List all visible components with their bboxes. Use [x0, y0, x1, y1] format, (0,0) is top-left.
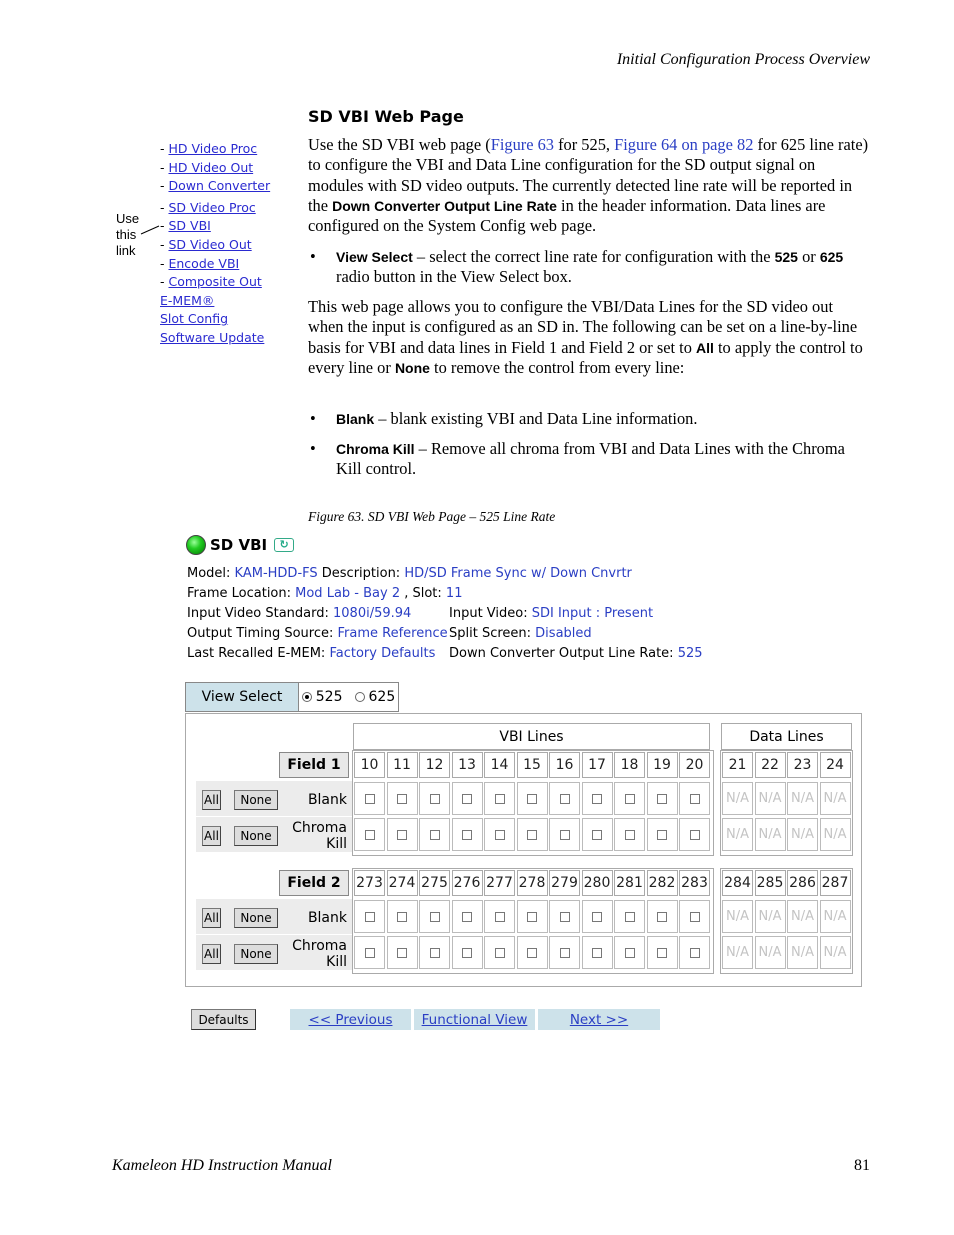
blank-checkbox[interactable] — [430, 912, 440, 922]
chroma-kill-checkbox-cell — [679, 936, 710, 969]
blank-checkbox-cell — [517, 900, 548, 933]
chroma-kill-checkbox[interactable] — [657, 948, 667, 958]
nav-link-sd-vbi[interactable]: SD VBI — [168, 218, 211, 234]
vbi-line-number: 274 — [387, 870, 418, 896]
vbi-line-number: 280 — [582, 870, 613, 896]
blank-checkbox-cell — [679, 900, 710, 933]
vbi-line-number: 278 — [517, 870, 548, 896]
not-available-cell: N/A — [820, 818, 851, 851]
data-line-number: 284 — [722, 870, 753, 896]
figure-63-link[interactable]: Figure 63 — [490, 135, 554, 154]
radio-625[interactable] — [355, 692, 365, 702]
blank-checkbox[interactable] — [690, 912, 700, 922]
chroma-kill-checkbox[interactable] — [430, 948, 440, 958]
bullet-view-select: • View Select – select the correct line rate for configuration with the 525 or 625 radio button in the View Select box. — [310, 247, 844, 287]
view-select-box: View Select 525 625 — [185, 682, 399, 712]
intro-paragraph: Use the SD VBI web page (Figure 63 for 525, Figure 64 on page 82 for 625 line rate) to configure the VBI and Data Line configuration for the SD output signal on modules with SD video outputs. The currently detected line rate will be reported in the Down Converter Output Line Rate in the header information. Data lines are configured on the System Config web page. — [308, 135, 869, 236]
chroma-kill-checkbox-cell — [517, 936, 548, 969]
chroma-kill-checkbox-cell — [582, 936, 613, 969]
down-converter-line-rate: Down Converter Output Line Rate: 525 — [449, 646, 703, 661]
vbi-line-number: 18 — [614, 752, 645, 778]
not-available-cell: N/A — [755, 936, 786, 969]
blank-checkbox[interactable] — [495, 794, 505, 804]
vbi-line-number: 13 — [452, 752, 483, 778]
nav-item: - Composite Out — [160, 274, 262, 290]
chroma-kill-checkbox-cell — [647, 818, 678, 851]
chroma-kill-checkbox-cell — [387, 936, 418, 969]
blank-row-label: Blank — [307, 792, 347, 808]
footer-page-number: 81 — [854, 1157, 870, 1174]
chroma-kill-row-label: Chroma Kill — [292, 820, 347, 852]
blank-checkbox[interactable] — [495, 912, 505, 922]
blank-checkbox[interactable] — [592, 794, 602, 804]
blank-checkbox[interactable] — [625, 912, 635, 922]
nav-link-down-converter[interactable]: Down Converter — [168, 178, 271, 194]
blank-checkbox-cell — [647, 900, 678, 933]
not-available-cell: N/A — [820, 900, 851, 933]
nav-item: - Encode VBI — [160, 255, 240, 271]
blank-checkbox[interactable] — [657, 912, 667, 922]
blank-checkbox-cell — [419, 900, 450, 933]
chroma-kill-checkbox-cell — [614, 818, 645, 851]
chroma-kill-checkbox[interactable] — [462, 830, 472, 840]
blank-checkbox[interactable] — [560, 912, 570, 922]
chroma-kill-checkbox[interactable] — [365, 948, 375, 958]
chroma-kill-checkbox[interactable] — [625, 830, 635, 840]
data-line-number: 22 — [755, 752, 786, 778]
data-line-number: 23 — [787, 752, 818, 778]
data-line-number: 21 — [722, 752, 753, 778]
chroma-kill-checkbox-cell — [614, 936, 645, 969]
blank-checkbox-cell — [517, 782, 548, 815]
vbi-line-number: 14 — [484, 752, 515, 778]
status-led-icon — [186, 535, 206, 555]
not-available-cell: N/A — [820, 936, 851, 969]
blank-checkbox[interactable] — [527, 794, 537, 804]
chroma-kill-checkbox[interactable] — [657, 830, 667, 840]
nav-link-slot-config[interactable]: Slot Config — [160, 311, 229, 327]
vbi-line-number: 276 — [452, 870, 483, 896]
page-title: SD VBI ↻ — [186, 535, 294, 555]
blank-checkbox[interactable] — [560, 794, 570, 804]
not-available-cell: N/A — [722, 782, 753, 815]
chroma-kill-checkbox-cell — [354, 818, 385, 851]
chroma-kill-checkbox[interactable] — [527, 948, 537, 958]
bullet-chroma-kill: • Chroma Kill – Remove all chroma from VBI and Data Lines with the Chroma Kill control. — [310, 439, 845, 479]
chroma-kill-checkbox-cell — [647, 936, 678, 969]
callout-arrow-icon — [140, 222, 162, 236]
split-screen: Split Screen: Disabled — [449, 626, 592, 641]
nav-link-composite-out[interactable]: Composite Out — [168, 274, 262, 290]
blank-checkbox-cell — [549, 900, 580, 933]
blank-checkbox-cell — [484, 782, 515, 815]
blank-checkbox-cell — [452, 782, 483, 815]
data-lines-header: Data Lines — [721, 723, 852, 750]
figure-64-link[interactable]: Figure 64 on page 82 — [614, 135, 754, 154]
not-available-cell: N/A — [722, 936, 753, 969]
defaults-button[interactable]: Defaults — [191, 1009, 256, 1030]
side-navigation — [160, 140, 270, 348]
vbi-line-number: 17 — [582, 752, 613, 778]
input-video: Input Video: SDI Input : Present — [449, 606, 654, 621]
chroma-kill-checkbox-cell — [484, 818, 515, 851]
not-available-cell: N/A — [722, 818, 753, 851]
not-available-cell: N/A — [820, 782, 851, 815]
blank-checkbox[interactable] — [462, 794, 472, 804]
nav-item — [160, 310, 270, 329]
blank-checkbox-cell — [614, 782, 645, 815]
chroma-kill-checkbox-cell — [452, 818, 483, 851]
chroma-kill-checkbox[interactable] — [690, 830, 700, 840]
not-available-cell: N/A — [722, 900, 753, 933]
blank-checkbox[interactable] — [657, 794, 667, 804]
next-link[interactable]: Next >> — [538, 1009, 660, 1030]
section-title: SD VBI Web Page — [308, 107, 464, 126]
nav-item: - HD Video Proc — [160, 141, 258, 156]
chroma-kill-checkbox[interactable] — [430, 830, 440, 840]
chroma-kill-checkbox[interactable] — [495, 830, 505, 840]
chroma-kill-checkbox[interactable] — [560, 948, 570, 958]
blank-checkbox-cell — [647, 782, 678, 815]
chroma-kill-checkbox[interactable] — [495, 948, 505, 958]
not-available-cell: N/A — [755, 782, 786, 815]
blank-checkbox-cell — [354, 782, 385, 815]
not-available-cell: N/A — [787, 900, 818, 933]
nav-link-hd-video-out[interactable]: HD Video Out — [168, 159, 254, 175]
blank-checkbox[interactable] — [430, 794, 440, 804]
blank-checkbox-cell — [582, 900, 613, 933]
not-available-cell: N/A — [787, 782, 818, 815]
nav-item: - Down Converter — [160, 178, 271, 194]
chroma-kill-checkbox[interactable] — [397, 830, 407, 840]
vbi-config-panel — [185, 713, 862, 987]
blank-checkbox[interactable] — [397, 912, 407, 922]
not-available-cell: N/A — [787, 936, 818, 969]
nav-link-sd-video-proc[interactable]: SD Video Proc — [168, 199, 256, 215]
blank-row-label: Blank — [307, 910, 347, 926]
vbi-lines-header: VBI Lines — [353, 723, 710, 750]
blank-checkbox-cell — [582, 782, 613, 815]
output-timing-source: Output Timing Source: Frame Reference — [187, 626, 448, 641]
previous-link[interactable]: << Previous — [290, 1009, 411, 1030]
radio-525[interactable] — [302, 692, 312, 702]
blank-none-button[interactable]: None — [234, 908, 278, 928]
blank-all-button[interactable]: All — [202, 790, 221, 810]
nav-item: - SD Video Out — [160, 236, 252, 252]
functional-view-link[interactable]: Functional View — [414, 1009, 535, 1030]
blank-all-button[interactable]: All — [202, 908, 221, 928]
nav-item: - SD VBI — [160, 218, 211, 234]
blank-checkbox-cell — [614, 900, 645, 933]
chroma-kill-checkbox-cell — [517, 818, 548, 851]
blank-checkbox-cell — [679, 782, 710, 815]
chroma-kill-checkbox-cell — [387, 818, 418, 851]
chroma-kill-checkbox-cell — [419, 818, 450, 851]
last-recalled-emem: Last Recalled E-MEM: Factory Defaults — [187, 646, 436, 661]
data-line-number: 24 — [820, 752, 851, 778]
controls-paragraph: This web page allows you to configure the VBI/Data Lines for the SD video out when the input is configured as an SD in. The following can be set on a line-by-line basis for VBI and data lines in Field 1 and Field 2 or set to All to apply the control to every line or None to remove the control from every line: — [308, 297, 863, 377]
nav-link-hd-video-proc[interactable]: HD Video Proc — [168, 141, 258, 156]
nav-link-e-mem[interactable]: E-MEM® — [160, 292, 215, 308]
blank-checkbox[interactable] — [690, 794, 700, 804]
nav-item: - HD Video Out — [160, 159, 254, 175]
chroma-kill-checkbox[interactable] — [560, 830, 570, 840]
data-line-number: 287 — [820, 870, 851, 896]
chroma-kill-row-label: Chroma Kill — [292, 938, 347, 970]
chroma-kill-checkbox-cell — [582, 818, 613, 851]
chroma-kill-checkbox-cell — [452, 936, 483, 969]
chroma-kill-checkbox-cell — [484, 936, 515, 969]
view-select-label: View Select — [186, 683, 299, 711]
chroma-kill-checkbox[interactable] — [527, 830, 537, 840]
vbi-line-number: 12 — [419, 752, 450, 778]
blank-checkbox[interactable] — [625, 794, 635, 804]
vbi-line-number: 281 — [614, 870, 645, 896]
blank-checkbox-cell — [549, 782, 580, 815]
running-header: Initial Configuration Process Overview — [616, 51, 870, 68]
nav-link-sd-video-out[interactable]: SD Video Out — [168, 236, 252, 252]
data-line-number: 286 — [787, 870, 818, 896]
chroma-kill-checkbox-cell — [354, 936, 385, 969]
model-line: Model: KAM-HDD-FS Description: HD/SD Frame Sync w/ Down Cnvrtr — [187, 566, 632, 581]
not-available-cell: N/A — [755, 818, 786, 851]
blank-checkbox[interactable] — [397, 794, 407, 804]
chroma-kill-checkbox[interactable] — [397, 948, 407, 958]
data-line-number: 285 — [755, 870, 786, 896]
blank-checkbox[interactable] — [462, 912, 472, 922]
chroma-kill-checkbox-cell — [549, 936, 580, 969]
chroma-kill-all-button[interactable]: All — [202, 944, 221, 964]
figure-caption: Figure 63. SD VBI Web Page – 525 Line Rate — [308, 509, 556, 524]
blank-checkbox-cell — [452, 900, 483, 933]
vbi-line-number: 16 — [549, 752, 580, 778]
chroma-kill-none-button[interactable]: None — [234, 944, 278, 964]
blank-checkbox[interactable] — [365, 912, 375, 922]
blank-checkbox[interactable] — [592, 912, 602, 922]
vbi-line-number: 282 — [647, 870, 678, 896]
chroma-kill-checkbox[interactable] — [592, 830, 602, 840]
blank-checkbox-cell — [354, 900, 385, 933]
vbi-line-number: 277 — [484, 870, 515, 896]
not-available-cell: N/A — [787, 818, 818, 851]
chroma-kill-checkbox-cell — [679, 818, 710, 851]
vbi-line-number: 275 — [419, 870, 450, 896]
chroma-kill-checkbox-cell — [419, 936, 450, 969]
use-this-link-callout: Use this link — [116, 211, 140, 258]
blank-checkbox-cell — [387, 900, 418, 933]
refresh-icon[interactable]: ↻ — [274, 538, 294, 552]
vbi-line-number: 273 — [354, 870, 385, 896]
chroma-kill-checkbox[interactable] — [625, 948, 635, 958]
field-2-label: Field 2 — [279, 870, 349, 896]
vbi-line-number: 10 — [354, 752, 385, 778]
vbi-line-number: 15 — [517, 752, 548, 778]
not-available-cell: N/A — [755, 900, 786, 933]
vbi-line-number: 283 — [679, 870, 710, 896]
chroma-kill-checkbox[interactable] — [365, 830, 375, 840]
bullet-blank: • Blank – blank existing VBI and Data Line information. — [310, 409, 698, 428]
vbi-line-number: 11 — [387, 752, 418, 778]
field-1-label: Field 1 — [279, 752, 349, 778]
input-video-standard: Input Video Standard: 1080i/59.94 — [187, 606, 412, 621]
blank-checkbox-cell — [484, 900, 515, 933]
footer-manual-title: Kameleon HD Instruction Manual — [112, 1157, 332, 1174]
chroma-kill-checkbox[interactable] — [592, 948, 602, 958]
blank-checkbox[interactable] — [365, 794, 375, 804]
chroma-kill-all-button[interactable]: All — [202, 826, 221, 846]
blank-checkbox[interactable] — [527, 912, 537, 922]
blank-none-button[interactable]: None — [234, 790, 278, 810]
chroma-kill-checkbox-cell — [549, 818, 580, 851]
nav-item — [160, 329, 270, 348]
blank-checkbox-cell — [387, 782, 418, 815]
nav-item: - SD Video Proc — [160, 199, 256, 215]
chroma-kill-checkbox[interactable] — [462, 948, 472, 958]
nav-link-software-update[interactable]: Software Update — [160, 329, 265, 345]
frame-location-line: Frame Location: Mod Lab - Bay 2 , Slot: 11 — [187, 586, 463, 601]
vbi-line-number: 19 — [647, 752, 678, 778]
nav-item — [160, 292, 270, 311]
chroma-kill-checkbox[interactable] — [690, 948, 700, 958]
vbi-line-number: 20 — [679, 752, 710, 778]
blank-checkbox-cell — [419, 782, 450, 815]
chroma-kill-none-button[interactable]: None — [234, 826, 278, 846]
nav-link-encode-vbi[interactable]: Encode VBI — [168, 255, 240, 271]
vbi-line-number: 279 — [549, 870, 580, 896]
